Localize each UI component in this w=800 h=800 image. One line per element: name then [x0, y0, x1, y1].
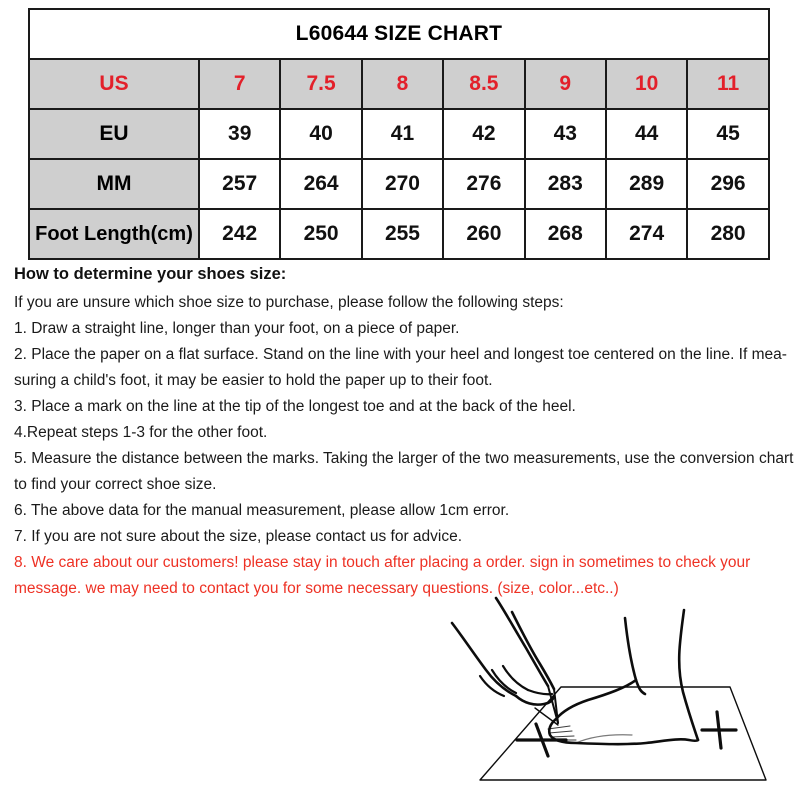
row-header-mm: MM	[29, 159, 199, 209]
us-size-cell: 9	[525, 59, 606, 109]
table-row-foot-length	[29, 209, 769, 259]
foot-length-cell: 280	[687, 209, 768, 259]
instruction-step-4: 4.Repeat steps 1-3 for the other foot.	[14, 424, 268, 441]
us-size-cell: 11	[687, 59, 768, 109]
mm-value-cell: 289	[606, 159, 687, 209]
table-row-title	[29, 9, 769, 59]
foot-measuring-icon	[440, 588, 792, 796]
foot-length-cell: 268	[525, 209, 606, 259]
instruction-step-2-line-1: 2. Place the paper on a flat surface. Stand on the line with your heel and longest toe centered on the line. If mea-	[14, 346, 787, 363]
instruction-step-1: 1. Draw a straight line, longer than your foot, on a piece of paper.	[14, 320, 460, 337]
eu-size-cell: 40	[280, 109, 361, 159]
foot-length-cell: 255	[362, 209, 443, 259]
us-size-cell: 7.5	[280, 59, 361, 109]
instructions-heading: How to determine your shoes size:	[14, 265, 287, 283]
mm-value-cell: 264	[280, 159, 361, 209]
mm-value-cell: 283	[525, 159, 606, 209]
us-size-cell: 8	[362, 59, 443, 109]
foot-length-cell: 260	[443, 209, 524, 259]
row-header-foot-length: Foot Length(cm)	[29, 209, 199, 259]
size-chart-container	[28, 8, 768, 260]
eu-size-cell: 44	[606, 109, 687, 159]
instruction-step-6: 6. The above data for the manual measurement, please allow 1cm error.	[14, 502, 510, 519]
us-size-cell: 7	[199, 59, 280, 109]
table-row-mm	[29, 159, 769, 209]
eu-size-cell: 43	[525, 109, 606, 159]
instruction-step-3: 3. Place a mark on the line at the tip of the longest toe and at the back of the heel.	[14, 398, 576, 415]
foot-measuring-diagram	[440, 588, 792, 796]
mm-value-cell: 296	[687, 159, 768, 209]
instruction-step-5-line-2: to find your correct shoe size.	[14, 476, 217, 493]
eu-size-cell: 42	[443, 109, 524, 159]
us-size-cell: 8.5	[443, 59, 524, 109]
us-size-cell: 10	[606, 59, 687, 109]
instruction-step-2-line-2: suring a child's foot, it may be easier to hold the paper up to their foot.	[14, 372, 493, 389]
eu-size-cell: 45	[687, 109, 768, 159]
eu-size-cell: 41	[362, 109, 443, 159]
foot-length-cell: 242	[199, 209, 280, 259]
instructions-section	[14, 262, 794, 602]
table-row-eu	[29, 109, 769, 159]
instruction-step-8-note: 8. We care about our customers! please stay in touch after placing a order. sign in sometimes to check your message. we may need to contact you for some necessary questions. (size, color...etc..)	[14, 554, 751, 597]
size-chart-table	[28, 8, 770, 260]
mm-value-cell: 257	[199, 159, 280, 209]
mm-value-cell: 276	[443, 159, 524, 209]
table-row-us	[29, 59, 769, 109]
foot-length-cell: 250	[280, 209, 361, 259]
page-title: L60644 SIZE CHART	[29, 9, 769, 59]
foot-length-cell: 274	[606, 209, 687, 259]
eu-size-cell: 39	[199, 109, 280, 159]
row-header-eu: EU	[29, 109, 199, 159]
instructions-intro: If you are unsure which shoe size to purchase, please follow the following steps:	[14, 294, 564, 311]
instruction-step-5-line-1: 5. Measure the distance between the marks. Taking the larger of the two measurements, use the conversion chart	[14, 450, 794, 467]
row-header-us: US	[29, 59, 199, 109]
instruction-step-7: 7. If you are not sure about the size, please contact us for advice.	[14, 528, 463, 545]
mm-value-cell: 270	[362, 159, 443, 209]
